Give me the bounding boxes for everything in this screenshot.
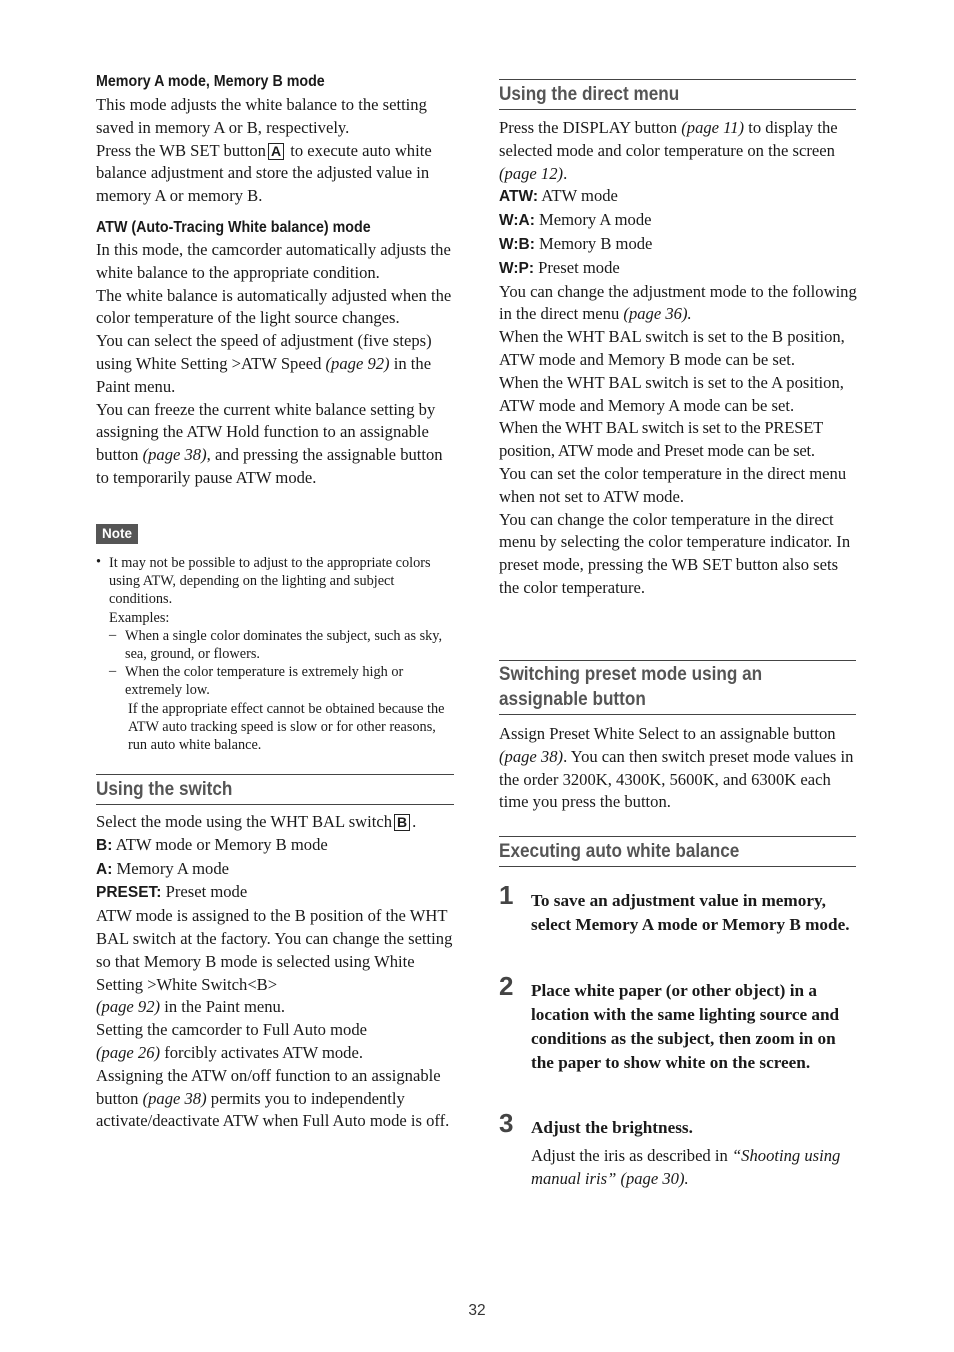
preset-switch-heading-line2: assignable button	[499, 688, 646, 710]
direct-p1a: Press the DISPLAY button	[499, 118, 678, 137]
step-3-subtext	[531, 1145, 851, 1191]
note-examples-label: Examples:	[109, 609, 170, 626]
step-3-number: 3	[499, 1108, 514, 1138]
preset-switch-heading	[499, 660, 856, 715]
direct-wa-value: Memory A mode	[539, 210, 652, 230]
preset-switch-text	[499, 723, 859, 814]
switch-a-key: A:	[96, 860, 113, 878]
preset-p1a: Assign Preset White Select to an assignable button	[499, 724, 836, 743]
executing-awb-heading	[499, 836, 856, 867]
direct-wb-value: Memory B mode	[539, 233, 653, 253]
direct-p3: When the WHT BAL switch is set to the B position, ATW mode and Memory B mode can be set.	[499, 327, 845, 369]
preset-p1b: . You can then switch preset mode values in the order 3200K, 4300K, 5600K, and 6300K each time you press the button.	[499, 746, 854, 812]
step-1-text: To save an adjustment value in memory, select Memory A mode or Memory B mode.	[531, 891, 850, 934]
page-number: 32	[468, 1302, 486, 1319]
direct-p1-page-ref-1[interactable]: (page 11)	[681, 118, 745, 137]
switch-p3a: Setting the camcorder to Full Auto mode	[96, 1020, 367, 1040]
switch-p3-page-ref[interactable]: (page 26)	[96, 1042, 161, 1062]
using-switch-text: Select the mode using the WHT BAL switch B . B: ATW mode or Memory B mode A: Memory A mode PRESET: Preset mode ATW mode is assigned to the B position of the WHT BAL switch at the factory. You can change the setting so that Memory B mode is selected using White Setting >White Switch<B> (page 92) in the Paint menu. Setting the camcorder to Full Auto mode (page 26) forcibly activates ATW mode. Assigning the ATW on/off function to an assignable button (page 38) permits you to independently activate/deactivate ATW when Full Auto mode is off.	[96, 812, 453, 1131]
memory-mode-text	[96, 94, 456, 208]
atw-p3a: You can select the speed of adjustment (five steps) using White Setting >ATW Speed	[96, 331, 432, 373]
memory-mode-p2a: Press the WB SET button	[96, 140, 266, 160]
direct-menu-heading-text: Using the direct menu	[499, 83, 680, 105]
direct-wb-key: W:B:	[499, 235, 535, 253]
switch-preset-key: PRESET:	[96, 884, 162, 902]
step-2-number: 2	[499, 971, 514, 1001]
atw-p1: In this mode, the camcorder automatically adjusts the white balance to the appropriate condition.	[96, 240, 451, 282]
atw-p4b: , and pressing the assignable button to temporarily pause ATW mode.	[96, 445, 443, 487]
switch-p4a: Assigning the ATW on/off function to an assignable button	[96, 1065, 441, 1108]
switch-a-value: Memory A mode	[116, 858, 229, 878]
switch-b-key: B:	[96, 836, 113, 854]
direct-wp-value: Preset mode	[538, 257, 620, 277]
executing-awb-heading-text: Executing auto white balance	[499, 840, 740, 862]
note-bullet-text: It may not be possible to adjust to the appropriate colors using ATW, depending on the lighting and subject conditions.	[109, 555, 431, 608]
preset-switch-heading-line1: Switching preset mode using an	[499, 663, 763, 685]
switch-p1: Select the mode using the WHT BAL switch	[96, 812, 393, 831]
direct-p1-page-ref-2[interactable]: (page 12)	[499, 163, 564, 183]
switch-p4-page-ref[interactable]: (page 38)	[142, 1088, 207, 1108]
step-1-number: 1	[499, 880, 514, 910]
atw-p4a: You can freeze the current white balance setting by assigning the ATW Hold function to an assignable button	[96, 399, 436, 465]
direct-menu-heading	[499, 79, 856, 110]
switch-preset-value: Preset mode	[165, 882, 248, 902]
atw-p2: The white balance is automatically adjusted when the color temperature of the light source changes.	[96, 285, 452, 328]
button-a-label: A	[268, 143, 284, 160]
memory-mode-p2b: to execute auto white balance adjustment and store the adjusted value in memory A or memory B.	[96, 140, 432, 206]
preset-p1-page-ref[interactable]: (page 38)	[499, 746, 564, 766]
direct-menu-text: Press the DISPLAY button (page 11) to display the selected mode and color temperature on the screen (page 12). ATW: ATW mode W:A: Memory A mode W:B: Memory B mode W:P: Preset mode You can change the adjustment mode to the following in the direct menu (page 36). When the WHT BAL switch is set to the B position, ATW mode and Memory B mode can be set. When the WHT BAL switch is set to the A position, ATW mode and Memory A mode can be set. When the WHT BAL switch is set to the PRESET position, ATW mode and Preset mode can be set. You can set the color temperature in the direct menu when not set to ATW mode. You can change the color temperature in the direct menu by selecting the color temperature indicator. In preset mode, pressing the WB SET button also sets the color temperature.	[499, 118, 857, 597]
using-switch-heading	[96, 774, 454, 805]
note-badge: Note	[96, 524, 138, 544]
note-example-2: When the color temperature is extremely high or extremely low.	[125, 664, 404, 699]
memory-mode-p1: This mode adjusts the white balance to the setting saved in memory A or B, respectively.	[96, 95, 427, 137]
step-3-text: Adjust the brightness.	[531, 1118, 693, 1137]
atw-mode-text	[96, 239, 458, 490]
dash-marker: –	[109, 626, 117, 643]
direct-p2a: You can change the adjustment mode to the following in the direct menu	[499, 281, 857, 324]
switch-p2: ATW mode is assigned to the B position of the WHT BAL switch at the factory. You can change the setting so that Memory B mode is selected using White Setting >White Switch<B>	[96, 906, 453, 994]
step-2-text: Place white paper (or other object) in a location with the same lighting source and conditions as the subject, then zoom in on the paper to show white on the screen.	[531, 981, 840, 1072]
direct-p6: You can set the color temperature in the direct menu when not set to ATW mode.	[499, 463, 847, 506]
switch-p2-page-ref[interactable]: (page 92)	[96, 997, 161, 1017]
step-3-sub-a: Adjust the iris as described in	[531, 1146, 728, 1165]
atw-p3b: in the Paint menu.	[96, 353, 432, 396]
direct-wa-key: W:A:	[499, 212, 535, 230]
note-content	[96, 554, 456, 754]
switch-b-label: B	[394, 814, 410, 831]
switch-p2b: in the Paint menu.	[164, 997, 285, 1017]
direct-p2-page-ref[interactable]: (page 36).	[623, 304, 692, 324]
atw-p4-page-ref[interactable]: (page 38)	[142, 445, 207, 465]
direct-p4: When the WHT BAL switch is set to the A position, ATW mode and Memory A mode can be set.	[499, 372, 844, 415]
direct-p5: When the WHT BAL switch is set to the PRESET position, ATW mode and Preset mode can be set.	[499, 418, 823, 461]
dash-marker: –	[109, 663, 117, 680]
direct-p1b: to display the selected mode and color temperature on the screen	[499, 118, 838, 160]
direct-atw-key: ATW:	[499, 188, 539, 206]
switch-b-value: ATW mode or Memory B mode	[115, 834, 328, 854]
using-switch-heading-text: Using the switch	[96, 778, 233, 800]
switch-p3b: forcibly activates ATW mode.	[164, 1042, 363, 1062]
direct-atw-value: ATW mode	[541, 186, 618, 206]
step-3-page-ref[interactable]: “Shooting using manual iris” (page 30).	[531, 1146, 841, 1188]
switch-p4b: permits you to independently activate/deactivate ATW when Full Auto mode is off.	[96, 1088, 450, 1131]
note-example-1: When a single color dominates the subject, such as sky, sea, ground, or flowers.	[125, 627, 443, 663]
bullet-dot: •	[96, 554, 102, 570]
atw-mode-heading: ATW (Auto-Tracing White balance) mode	[96, 219, 371, 236]
direct-p7: You can change the color temperature in the direct menu by selecting the color temperature indicator. In preset mode, pressing the WB SET button also sets the color temperature.	[499, 509, 851, 597]
direct-wp-key: W:P:	[499, 259, 535, 277]
note-after-text: If the appropriate effect cannot be obtained because the ATW auto tracking speed is slow or for other reasons, run auto white balance.	[128, 700, 445, 754]
memory-mode-heading: Memory A mode, Memory B mode	[96, 73, 325, 90]
atw-p3-page-ref[interactable]: (page 92)	[325, 353, 390, 373]
